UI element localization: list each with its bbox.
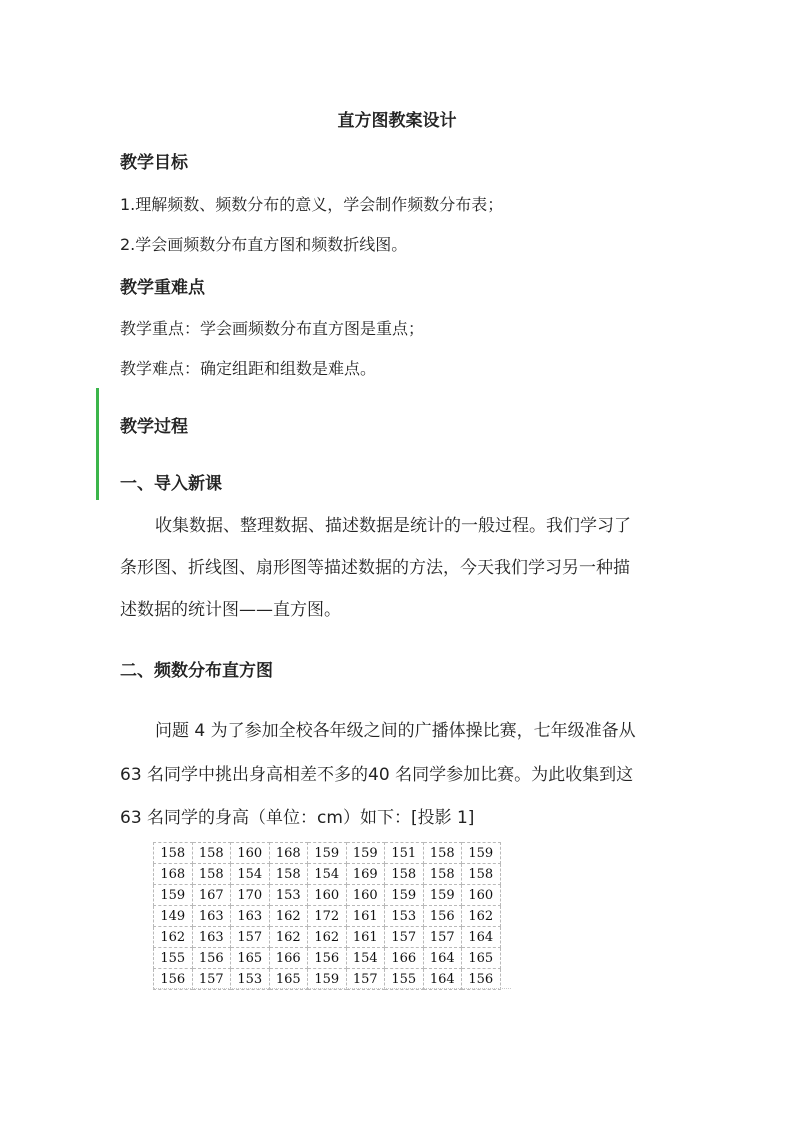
table-cell: 156 (423, 906, 462, 927)
table-cell: 159 (423, 885, 462, 906)
table-cell: 153 (231, 969, 270, 990)
key-point-focus: 教学重点：学会画频数分布直方图是重点； (120, 319, 425, 338)
table-cell: 162 (308, 927, 347, 948)
table-cell: 163 (192, 927, 231, 948)
table-cell: 158 (423, 843, 462, 864)
key-points-heading: 教学重难点 (120, 278, 205, 298)
table-cell: 155 (154, 948, 193, 969)
table-row (154, 885, 501, 906)
table-row (154, 927, 501, 948)
table-cell: 162 (269, 927, 308, 948)
table-cell: 158 (385, 864, 424, 885)
objectives-heading: 教学目标 (120, 153, 188, 173)
table-cell: 163 (231, 906, 270, 927)
table-cell: 158 (462, 864, 501, 885)
table-row (154, 906, 501, 927)
table-cell: 158 (192, 843, 231, 864)
table-cell: 156 (192, 948, 231, 969)
table-cell: 158 (192, 864, 231, 885)
table-cell: 154 (346, 948, 385, 969)
table-cell: 158 (423, 864, 462, 885)
table-cell: 163 (192, 906, 231, 927)
section1-line-2: 条形图、折线图、扇形图等描述数据的方法，今天我们学习另一种描 (120, 558, 630, 578)
table-cell: 162 (462, 906, 501, 927)
table-cell: 165 (462, 948, 501, 969)
table-row (154, 864, 501, 885)
table-cell: 156 (462, 969, 501, 990)
table-cell: 165 (269, 969, 308, 990)
section2-heading: 二、频数分布直方图 (120, 661, 273, 681)
table-cell: 157 (346, 969, 385, 990)
page-title: 直方图教案设计 (337, 111, 457, 131)
table-cell: 164 (423, 948, 462, 969)
table-cell: 160 (308, 885, 347, 906)
table-cell: 166 (385, 948, 424, 969)
table-cell: 155 (385, 969, 424, 990)
table-cell: 159 (308, 969, 347, 990)
table-cell: 167 (192, 885, 231, 906)
table-cell: 159 (462, 843, 501, 864)
section2-line-3: 63 名同学的身高（单位：cm）如下：[投影 1] (120, 808, 475, 828)
table-cell: 154 (308, 864, 347, 885)
table-cell: 164 (423, 969, 462, 990)
table-cell: 151 (385, 843, 424, 864)
table-cell: 157 (423, 927, 462, 948)
section1-line-1: 收集数据、整理数据、描述数据是统计的一般过程。我们学习了 (155, 516, 631, 536)
table-cell: 164 (462, 927, 501, 948)
table-cell: 165 (231, 948, 270, 969)
table-cell: 159 (154, 885, 193, 906)
table-cell: 159 (385, 885, 424, 906)
key-point-difficulty: 教学难点：确定组距和组数是难点。 (120, 359, 377, 378)
objective-item-2: 2.学会画频数分布直方图和频数折线图。 (120, 235, 408, 254)
table-cell: 159 (308, 843, 347, 864)
table-cell: 153 (269, 885, 308, 906)
table-cell: 160 (231, 843, 270, 864)
table-cell: 157 (231, 927, 270, 948)
table-bottom-rule (153, 988, 511, 990)
section2-line-1: 问题 4 为了参加全校各年级之间的广播体操比赛，七年级准备从 (155, 721, 636, 741)
table-cell: 160 (346, 885, 385, 906)
table-cell: 169 (346, 864, 385, 885)
table-cell: 149 (154, 906, 193, 927)
table-cell: 156 (308, 948, 347, 969)
table-row (154, 843, 501, 864)
table-cell: 160 (462, 885, 501, 906)
table-cell: 153 (385, 906, 424, 927)
table-cell: 157 (192, 969, 231, 990)
table-cell: 162 (269, 906, 308, 927)
heights-table (153, 842, 501, 990)
table-cell: 168 (269, 843, 308, 864)
section2-line-2: 63 名同学中挑出身高相差不多的40 名同学参加比赛。为此收集到这 (120, 765, 634, 785)
section1-line-3: 述数据的统计图——直方图。 (120, 600, 341, 620)
table-cell: 159 (346, 843, 385, 864)
table-cell: 162 (154, 927, 193, 948)
process-heading: 教学过程 (120, 417, 188, 437)
table-cell: 156 (154, 969, 193, 990)
table-cell: 154 (231, 864, 270, 885)
table-cell: 158 (269, 864, 308, 885)
table-row (154, 948, 501, 969)
table-cell: 161 (346, 927, 385, 948)
objective-item-1: 1.理解频数、频数分布的意义，学会制作频数分布表； (120, 195, 504, 214)
table-cell: 172 (308, 906, 347, 927)
table-cell: 166 (269, 948, 308, 969)
table-cell: 157 (385, 927, 424, 948)
section1-heading: 一、导入新课 (120, 474, 222, 494)
section-accent-bar (96, 388, 99, 500)
table-cell: 168 (154, 864, 193, 885)
table-cell: 161 (346, 906, 385, 927)
table-cell: 170 (231, 885, 270, 906)
table-cell: 158 (154, 843, 193, 864)
table-row (154, 969, 501, 990)
